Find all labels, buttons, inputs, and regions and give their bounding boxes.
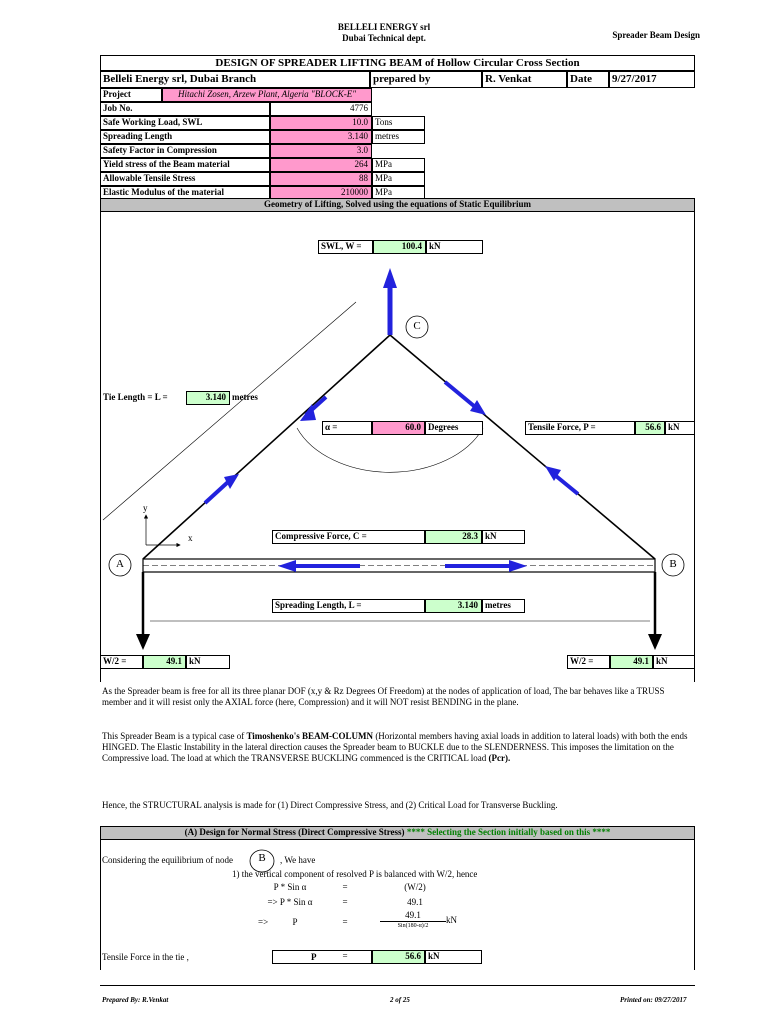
axis-y-label: y <box>143 503 148 513</box>
input-unit-swl: Tons <box>372 116 425 130</box>
alpha-value[interactable]: 60.0 <box>372 421 425 435</box>
calc-row1-eq: = <box>342 882 348 892</box>
company-name: BELLELI ENERGY srl <box>337 22 431 32</box>
swl-arrow-head <box>383 268 397 288</box>
span-unit: metres <box>482 599 525 613</box>
page-title: DESIGN OF SPREADER LIFTING BEAM of Hollow Circular Cross Section <box>100 55 695 71</box>
calc-row1-rhs: (W/2) <box>404 882 426 892</box>
paragraph-critical-load-symbol: (Pcr). <box>488 753 511 763</box>
calc-row3-arrow: => <box>258 917 269 927</box>
department-name: Dubai Technical dept. <box>342 33 426 43</box>
tie-length-label: Tie Length = L = <box>103 392 168 402</box>
alpha-unit: Degrees <box>425 421 483 435</box>
tie-length-value: 3.140 <box>186 391 230 405</box>
branch-name: Belleli Energy srl, Dubai Branch <box>100 71 370 88</box>
tie-force-symbol-cell <box>272 950 372 964</box>
document-name: Spreader Beam Design <box>612 30 700 40</box>
swl-unit: kN <box>426 240 483 254</box>
tensile-force-value: 56.6 <box>635 421 665 435</box>
input-value-safety[interactable]: 3.0 <box>270 144 372 158</box>
calc-row3-lhs: P <box>292 917 298 927</box>
left-tie-upper-shaft <box>306 397 326 415</box>
input-value-spreading[interactable]: 3.140 <box>270 130 372 144</box>
axis-x-label: x <box>188 533 193 543</box>
tie-length-unit: metres <box>232 392 258 402</box>
compressive-force-label: Compressive Force, C = <box>272 530 425 544</box>
left-reaction-arrow-head <box>136 634 150 650</box>
footer-page-number: 2 of 25 <box>390 996 410 1004</box>
input-value-swl[interactable]: 10.0 <box>270 116 372 130</box>
calc-row3-denominator: Sin(180-α)/2 <box>397 923 429 929</box>
calc-row2-lhs: => P * Sin α <box>267 897 313 907</box>
node-c-label: C <box>413 321 421 332</box>
input-label-allowable: Allowable Tensile Stress <box>100 172 270 186</box>
swl-value: 100.4 <box>373 240 426 254</box>
node-b-label: B <box>669 559 677 570</box>
right-w2-unit: kN <box>653 655 695 669</box>
paragraph-beam-column-body: (Horizontal members having axial loads in addition to lateral loads) with both the ends HINGED. The Elastic Instability in the lateral direction causes the Spreader beam to BUCKLE due to the SLENDERNESS. This imposes the limitation on the Compressive load. The load at which the TRANSVERSE BUCKLING commenced is the CRITICAL load <box>102 731 688 763</box>
calc-row2-rhs: 49.1 <box>407 897 423 907</box>
input-label-yield: Yield stress of the Beam material <box>100 158 270 172</box>
span-label: Spreading Length, L = <box>272 599 425 613</box>
paragraph-truss: As the Spreader beam is free for all its three planar DOF (x,y & Rz Degrees Of Freedom) at the nodes of application of load, The bar behaves like a TRUSS member and it will resist only the AXIAL force (here, Compression) and it will NOT resist BENDING in the plane. <box>102 686 665 707</box>
left-tie <box>143 335 390 559</box>
input-label-swl: Safe Working Load, SWL <box>100 116 270 130</box>
calc-row3-unit: kN <box>446 915 457 925</box>
prepared-by-value: R. Venkat <box>482 71 567 88</box>
date-value: 9/27/2017 <box>609 71 695 88</box>
right-tie-upper-shaft <box>445 382 474 406</box>
calc-intro-tail: , We have <box>280 855 316 865</box>
input-value-yield[interactable]: 264 <box>270 158 372 172</box>
left-w2-unit: kN <box>186 655 230 669</box>
input-value-elastic[interactable]: 210000 <box>270 186 372 200</box>
paragraph-beam-column-intro: This Spreader Beam is a typical case of <box>102 731 247 741</box>
date-label: Date <box>567 71 609 88</box>
calc-intro: Considering the equilibrium of node <box>102 855 233 865</box>
node-a-label: A <box>116 559 124 570</box>
paragraph-beam-column-term: Timoshenko's BEAM-COLUMN <box>246 731 374 741</box>
prepared-by-label: prepared by <box>370 71 482 88</box>
alpha-label: α = <box>322 421 372 435</box>
left-tie-lower-arrow <box>224 474 239 489</box>
left-tie-lower-shaft <box>205 482 228 503</box>
right-reaction-arrow-head <box>648 634 662 650</box>
input-unit-yield: MPa <box>372 158 425 172</box>
compressive-force-unit: kN <box>482 530 525 544</box>
swl-label: SWL, W = <box>318 240 373 254</box>
geometry-section-title: Geometry of Lifting, Solved using the equations of Static Equilibrium <box>100 198 695 212</box>
section-a-note: **** Selecting the Section initially based on this **** <box>406 827 611 837</box>
footer-rule <box>100 985 695 986</box>
input-unit-elastic: MPa <box>372 186 425 200</box>
calc-row2-eq: = <box>342 897 348 907</box>
section-a-title <box>100 826 695 840</box>
right-tie-lower-shaft <box>556 476 578 494</box>
input-label-project: Project <box>100 88 162 102</box>
input-unit-allowable: MPa <box>372 172 425 186</box>
compressive-force-value: 28.3 <box>425 530 482 544</box>
tie-force-symbol: P <box>311 952 317 962</box>
right-w2-label: W/2 = <box>567 655 610 669</box>
input-value-project[interactable]: Hitachi Zosen, Arzew Plant, Algeria "BLOCK-E" <box>162 88 372 102</box>
left-w2-label: W/2 = <box>100 655 143 669</box>
input-label-elastic: Elastic Modulus of the material <box>100 186 270 200</box>
tie-force-value: 56.6 <box>372 950 425 964</box>
calc-row3-eq: = <box>342 917 348 927</box>
input-label-spreading: Spreading Length <box>100 130 270 144</box>
right-tie <box>390 335 655 559</box>
input-label-job: Job No. <box>100 102 270 116</box>
tensile-force-unit: kN <box>665 421 695 435</box>
footer-printed-on: Printed on: 09/27/2017 <box>620 996 687 1004</box>
tie-force-unit: kN <box>425 950 482 964</box>
calc-row3-numerator: 49.1 <box>405 910 421 920</box>
input-value-allowable[interactable]: 88 <box>270 172 372 186</box>
calc-row1-lhs: P * Sin α <box>273 882 307 892</box>
tie-force-eq: = <box>342 951 348 961</box>
footer-prepared-by: Prepared By: R.Venkat <box>102 996 169 1004</box>
paragraph-analysis: Hence, the STRUCTURAL analysis is made for (1) Direct Compressive Stress, and (2) Critical Load for Transverse Buckling. <box>102 800 558 810</box>
input-unit-spreading: metres <box>372 130 425 144</box>
section-a-title-text: (A) Design for Normal Stress (Direct Compressive Stress) <box>184 827 405 837</box>
calc-node-label: B <box>258 853 266 864</box>
tensile-force-label: Tensile Force, P = <box>525 421 635 435</box>
calc-step-1: 1) the vertical component of resolved P is balanced with W/2, hence <box>232 869 478 879</box>
paragraph-beam-column <box>102 731 690 764</box>
right-w2-value: 49.1 <box>610 655 653 669</box>
input-value-job[interactable]: 4776 <box>270 102 372 116</box>
left-w2-value: 49.1 <box>143 655 186 669</box>
span-value: 3.140 <box>425 599 482 613</box>
tie-force-label: Tensile Force in the tie , <box>102 952 189 962</box>
input-label-safety: Safety Factor in Compression <box>100 144 270 158</box>
